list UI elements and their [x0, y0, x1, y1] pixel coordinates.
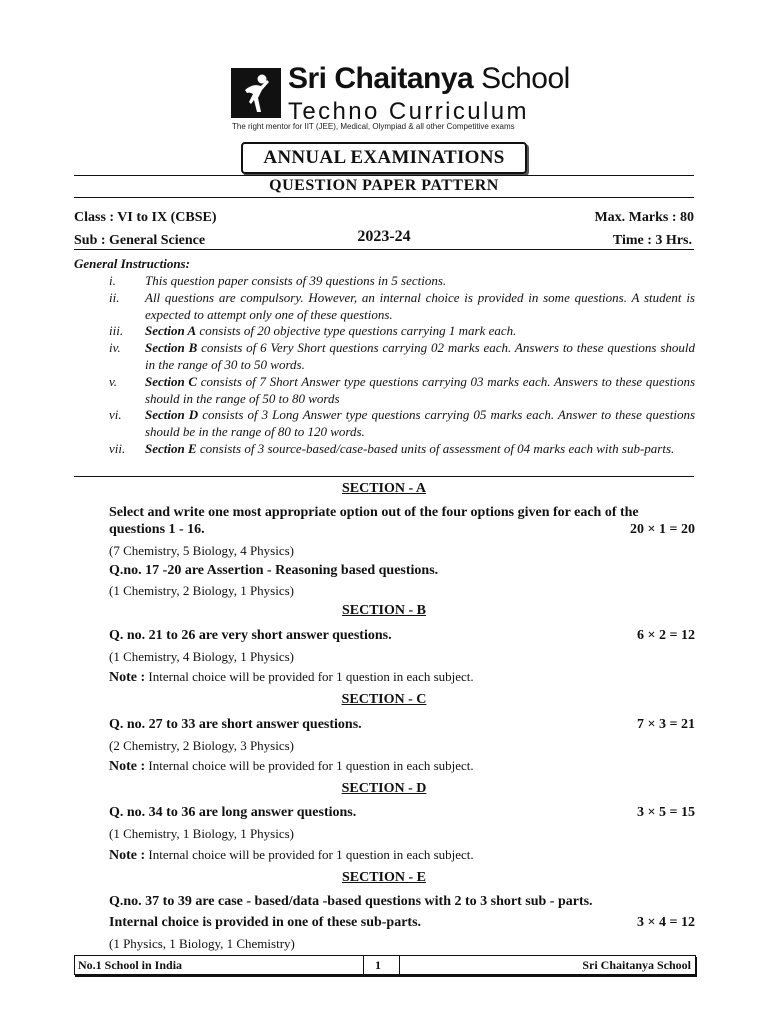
section-a-distribution: (7 Chemistry, 5 Biology, 4 Physics) [109, 543, 295, 558]
instruction-item: ii. All questions are compulsory. However, an internal choice is provided in some questions. A student is expected to attempt only one of these questions. [109, 290, 695, 322]
exam-title: ANNUAL EXAMINATIONS [241, 142, 527, 174]
exam-time: Time : 3 Hrs. [612, 233, 692, 248]
section-d-note: Note : Internal choice will be provided for 1 question in each subject. [109, 847, 474, 863]
page-number: 1 [375, 958, 381, 972]
section-a-heading: SECTION - A [341, 481, 427, 496]
section-c-note: Note : Internal choice will be provided for 1 question in each subject. [109, 758, 474, 774]
footer-divider [363, 956, 364, 974]
section-b-text: Q. no. 21 to 26 are very short answer questions. 6 × 2 = 12 [109, 628, 695, 643]
instruction-item: vi. Section D consists of 3 Long Answer type questions carrying 05 marks each. Answer to these questions should be in the range of 80 to 120 words. [109, 407, 695, 439]
section-b-distribution: (1 Chemistry, 4 Biology, 1 Physics) [109, 649, 295, 664]
section-e-heading: SECTION - E [341, 870, 427, 885]
brand-name: Sri Chaitanya School [288, 62, 570, 95]
section-c-distribution: (2 Chemistry, 2 Biology, 3 Physics) [109, 738, 295, 753]
section-a-text: Q.no. 17 -20 are Assertion - Reasoning based questions. [109, 563, 439, 578]
section-a-text: questions 1 - 16. 20 × 1 = 20 [109, 522, 695, 537]
runner-figure-icon [231, 68, 281, 118]
subject-info: Sub : General Science [74, 233, 206, 248]
section-c-text: Q. no. 27 to 33 are short answer questions. 7 × 3 = 21 [109, 717, 695, 732]
divider [74, 476, 694, 477]
brand-tagline: The right mentor for IIT (JEE), Medical, Olympiad & all other Competitive exams [232, 122, 515, 131]
divider [74, 175, 694, 176]
academic-year: 2023-24 [357, 228, 411, 245]
section-d-heading: SECTION - D [341, 781, 427, 796]
instruction-item: vii. Section E consists of 3 source-based/case-based units of assessment of 04 marks each with sub-parts. [109, 441, 675, 456]
section-d-text: Q. no. 34 to 36 are long answer questions. 3 × 5 = 15 [109, 805, 695, 820]
section-b-marks: 6 × 2 = 12 [637, 628, 695, 643]
section-a-marks: 20 × 1 = 20 [630, 522, 695, 537]
instruction-item: v. Section C consists of 7 Short Answer type questions carrying 03 marks each. Answers to these questions should in the range of 50 to 80 words [109, 374, 695, 406]
section-a-distribution: (1 Chemistry, 2 Biology, 1 Physics) [109, 583, 295, 598]
divider [74, 197, 694, 198]
section-d-marks: 3 × 5 = 15 [637, 805, 695, 820]
school-logo [231, 68, 281, 118]
section-e-distribution: (1 Physics, 1 Biology, 1 Chemistry) [109, 936, 295, 951]
brand-subtitle: Techno Curriculum [288, 98, 529, 125]
section-c-heading: SECTION - C [341, 692, 427, 707]
section-e-marks: 3 × 4 = 12 [637, 915, 695, 930]
instruction-item: iii. Section A consists of 20 objective type questions carrying 1 mark each. [109, 323, 517, 338]
section-b-note: Note : Internal choice will be provided for 1 question in each subject. [109, 669, 474, 685]
max-marks: Max. Marks : 80 [594, 210, 694, 225]
section-e-text: Q.no. 37 to 39 are case - based/data -based questions with 2 to 3 short sub - parts. [109, 894, 593, 909]
page-footer [74, 955, 696, 975]
class-info: Class : VI to IX (CBSE) [74, 210, 217, 225]
footer-divider [399, 956, 400, 974]
divider [74, 249, 694, 250]
section-d-distribution: (1 Chemistry, 1 Biology, 1 Physics) [109, 826, 295, 841]
section-a-text: Select and write one most appropriate option out of the four options given for each of the [109, 505, 639, 520]
section-b-heading: SECTION - B [341, 603, 427, 618]
instruction-item: iv. Section B consists of 6 Very Short questions carrying 02 marks each. Answers to these questions should in the range of 30 to 50 words. [109, 340, 695, 372]
instruction-item: i. This question paper consists of 39 questions in 5 sections. [109, 273, 447, 288]
pattern-title: QUESTION PAPER PATTERN [269, 177, 499, 194]
footer-left-text: No.1 School in India [78, 958, 183, 972]
footer-right-text: Sri Chaitanya School [582, 958, 691, 972]
section-e-text: Internal choice is provided in one of these sub-parts. 3 × 4 = 12 [109, 915, 695, 930]
section-c-marks: 7 × 3 = 21 [637, 717, 695, 732]
general-instructions-title: General Instructions: [74, 256, 190, 271]
